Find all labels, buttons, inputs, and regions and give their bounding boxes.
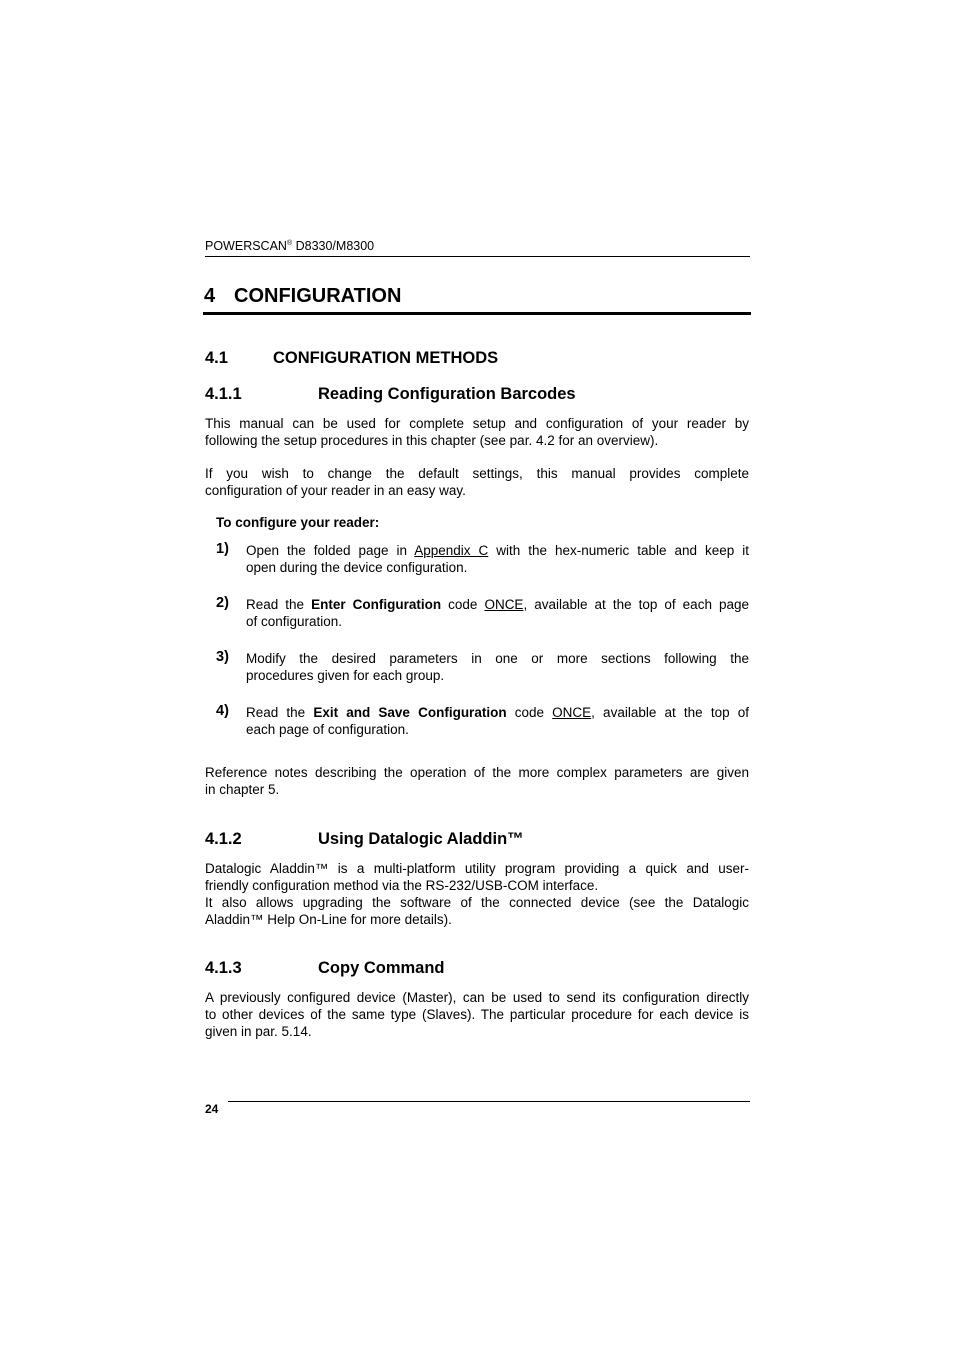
section-title: CONFIGURATION METHODS xyxy=(273,349,499,367)
subsection-heading-4-1-3 xyxy=(205,959,445,978)
step-text xyxy=(246,704,749,738)
step-line: each page of configuration. xyxy=(246,722,409,737)
step-text-run: Read the xyxy=(246,705,314,720)
chapter-rule xyxy=(203,312,751,315)
step-bold-term: Exit and Save Configuration xyxy=(313,705,507,720)
header-rule xyxy=(205,256,750,257)
subsection-number: 4.1.1 xyxy=(205,385,242,403)
step-text-run: , available at the top of xyxy=(591,705,749,720)
step-bold-term: Enter Configuration xyxy=(311,597,442,612)
paragraph-line: A previously configured device (Master), can be used to send its configuration directly xyxy=(205,990,749,1005)
procedure-subheading: To configure your reader: xyxy=(216,515,380,530)
step-line: procedures given for each group. xyxy=(246,668,445,683)
step-text-run: code xyxy=(441,597,485,612)
paragraph-line: Aladdin™ Help On-Line for more details). xyxy=(205,912,452,927)
step-text-run: code xyxy=(506,705,553,720)
paragraph-line: following the setup procedures in this chapter (see par. 4.2 for an overview). xyxy=(205,433,659,448)
step-underlined-term: ONCE xyxy=(484,597,524,612)
subsection-heading-4-1-1 xyxy=(205,385,576,404)
header-brand: POWERSCAN xyxy=(205,239,287,253)
paragraph-line: Datalogic Aladdin™ is a multi-platform utility program providing a quick and user- xyxy=(205,861,749,876)
paragraph-line: in chapter 5. xyxy=(205,782,280,797)
step-text-run: Open the folded page in xyxy=(246,543,415,558)
step-line: Modify the desired parameters in one or more sections following the xyxy=(246,651,749,666)
footer-rule xyxy=(228,1101,750,1102)
step-text-run: , available at the top of each page xyxy=(523,597,750,612)
header-model: D8330/M8300 xyxy=(292,239,375,253)
subsection-number: 4.1.3 xyxy=(205,959,242,977)
step-text-run: with the hex-numeric table and keep it xyxy=(488,543,750,558)
paragraph-reference-notes xyxy=(205,764,749,798)
step-number: 2) xyxy=(216,595,229,611)
paragraph-defaults xyxy=(205,465,749,499)
step-text-run: Read the xyxy=(246,597,312,612)
paragraph-aladdin xyxy=(205,860,749,928)
appendix-c-link[interactable]: Appendix C xyxy=(414,543,489,558)
paragraph-line: It also allows upgrading the software of the connected device (see the Datalogic xyxy=(205,895,749,910)
paragraph-line: to other devices of the same type (Slaves). The particular procedure for each device is xyxy=(205,1007,749,1022)
step-number: 4) xyxy=(216,703,229,719)
section-heading xyxy=(205,349,498,368)
subsection-title: Reading Configuration Barcodes xyxy=(318,385,576,403)
subsection-title: Copy Command xyxy=(318,959,445,977)
step-underlined-term: ONCE xyxy=(552,705,592,720)
subsection-title: Using Datalogic Aladdin™ xyxy=(318,830,524,848)
step-line: open during the device configuration. xyxy=(246,560,468,575)
paragraph-line: friendly configuration method via the RS-232/USB-COM interface. xyxy=(205,878,599,893)
step-number: 1) xyxy=(216,541,229,557)
paragraph-line: given in par. 5.14. xyxy=(205,1024,312,1039)
page-number: 24 xyxy=(205,1102,219,1116)
chapter-heading: CONFIGURATION xyxy=(234,285,402,307)
step-number: 3) xyxy=(216,649,229,665)
paragraph-copy-command xyxy=(205,989,749,1040)
paragraph-line: configuration of your reader in an easy way. xyxy=(205,483,466,498)
step-text xyxy=(246,542,749,576)
step-line: of configuration. xyxy=(246,614,343,629)
step-line xyxy=(246,704,749,721)
paragraph-line: If you wish to change the default settings, this manual provides complete xyxy=(205,466,749,481)
chapter-title xyxy=(204,285,401,308)
section-number: 4.1 xyxy=(205,349,228,367)
running-header xyxy=(205,239,374,253)
step-text xyxy=(246,596,749,630)
paragraph-line: Reference notes describing the operation of the more complex parameters are given xyxy=(205,765,749,780)
step-line xyxy=(246,542,749,559)
chapter-number: 4 xyxy=(204,285,216,307)
registered-mark: ® xyxy=(286,240,293,247)
paragraph-setup xyxy=(205,415,749,449)
subsection-number: 4.1.2 xyxy=(205,830,242,848)
step-line xyxy=(246,596,749,613)
step-text xyxy=(246,650,749,684)
paragraph-line: This manual can be used for complete setup and configuration of your reader by xyxy=(205,416,749,431)
subsection-heading-4-1-2 xyxy=(205,830,524,849)
